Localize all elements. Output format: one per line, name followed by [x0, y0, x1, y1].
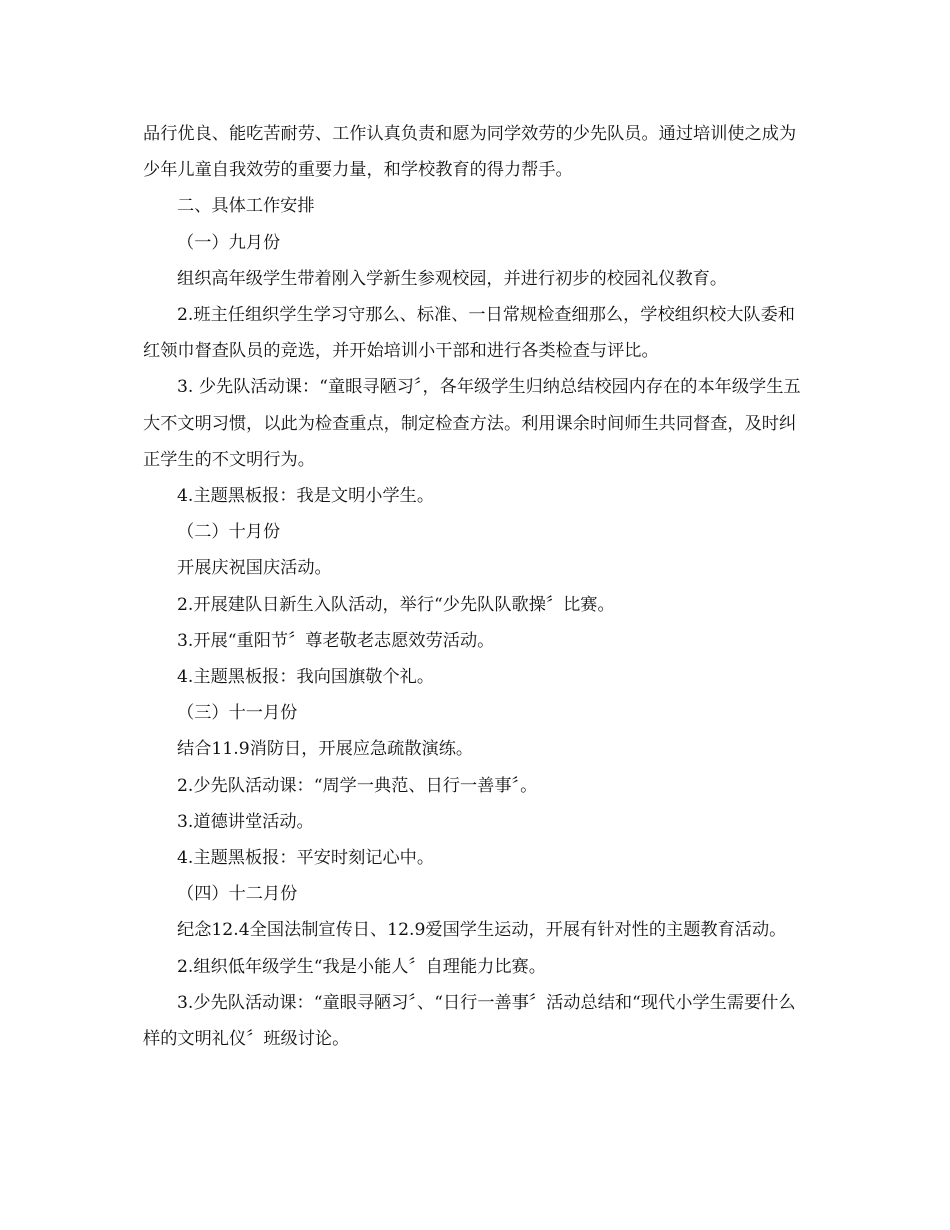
list-item: 2.开展建队日新生入队活动，举行“少先队队歌操〞比赛。	[177, 594, 615, 615]
list-item: 4.主题黑板报：我是文明小学生。	[177, 486, 435, 507]
list-item: 组织高年级学生带着刚入学新生参观校园，并进行初步的校园礼仪教育。	[177, 268, 728, 289]
list-item: 2.组织低年级学生“我是小能人〞自理能力比赛。	[177, 956, 546, 977]
list-item: 结合11.9消防日，开展应急疏散演练。	[177, 739, 474, 760]
list-item: 纪念12.4全国法制宣传日、12.9爱国学生运动，开展有针对性的主题教育活动。	[177, 920, 787, 941]
document-body	[143, 116, 810, 1057]
list-item: 3. 少先队活动课：“童眼寻陋习〞，各年级学生归纳总结校园内存在的本年级学生五大不文明习惯，以此为检查重点，制定检查方法。利用课余时间师生共同督查，及时纠正学生的不文明行为。	[143, 377, 801, 470]
list-item: 3.道德讲堂活动。	[177, 811, 314, 832]
month-heading-november: （三）十一月份	[177, 703, 298, 724]
month-heading-december: （四）十二月份	[177, 884, 298, 905]
list-item: 3.开展“重阳节〞尊老敬老志愿效劳活动。	[177, 630, 495, 651]
list-item: 4.主题黑板报：平安时刻记心中。	[177, 848, 435, 869]
section-heading-work-arrangement: 二、具体工作安排	[177, 196, 315, 217]
list-item: 4.主题黑板报：我向国旗敬个礼。	[177, 667, 435, 688]
list-item: 2.少先队活动课：“周学一典范、日行一善事〞。	[177, 775, 538, 796]
month-heading-september: （一）九月份	[177, 232, 281, 253]
list-item: 3.少先队活动课：“童眼寻陋习〞、“日行一善事〞活动总结和“现代小学生需要什么样的文明礼仪〞班级讨论。	[143, 992, 796, 1050]
list-item: 2.班主任组织学生学习守那么、标准、一日常规检查细那么，学校组织校大队委和红领巾督查队员的竞选，并开始培训小干部和进行各类检查与评比。	[143, 305, 795, 362]
paragraph-intro-continuation: 品行优良、能吃苦耐劳、工作认真负责和愿为同学效劳的少先队员。通过培训使之成为少年儿童自我效劳的重要力量，和学校教育的得力帮手。	[143, 124, 797, 181]
month-heading-october: （二）十月份	[177, 522, 281, 543]
list-item: 开展庆祝国庆活动。	[177, 558, 332, 579]
